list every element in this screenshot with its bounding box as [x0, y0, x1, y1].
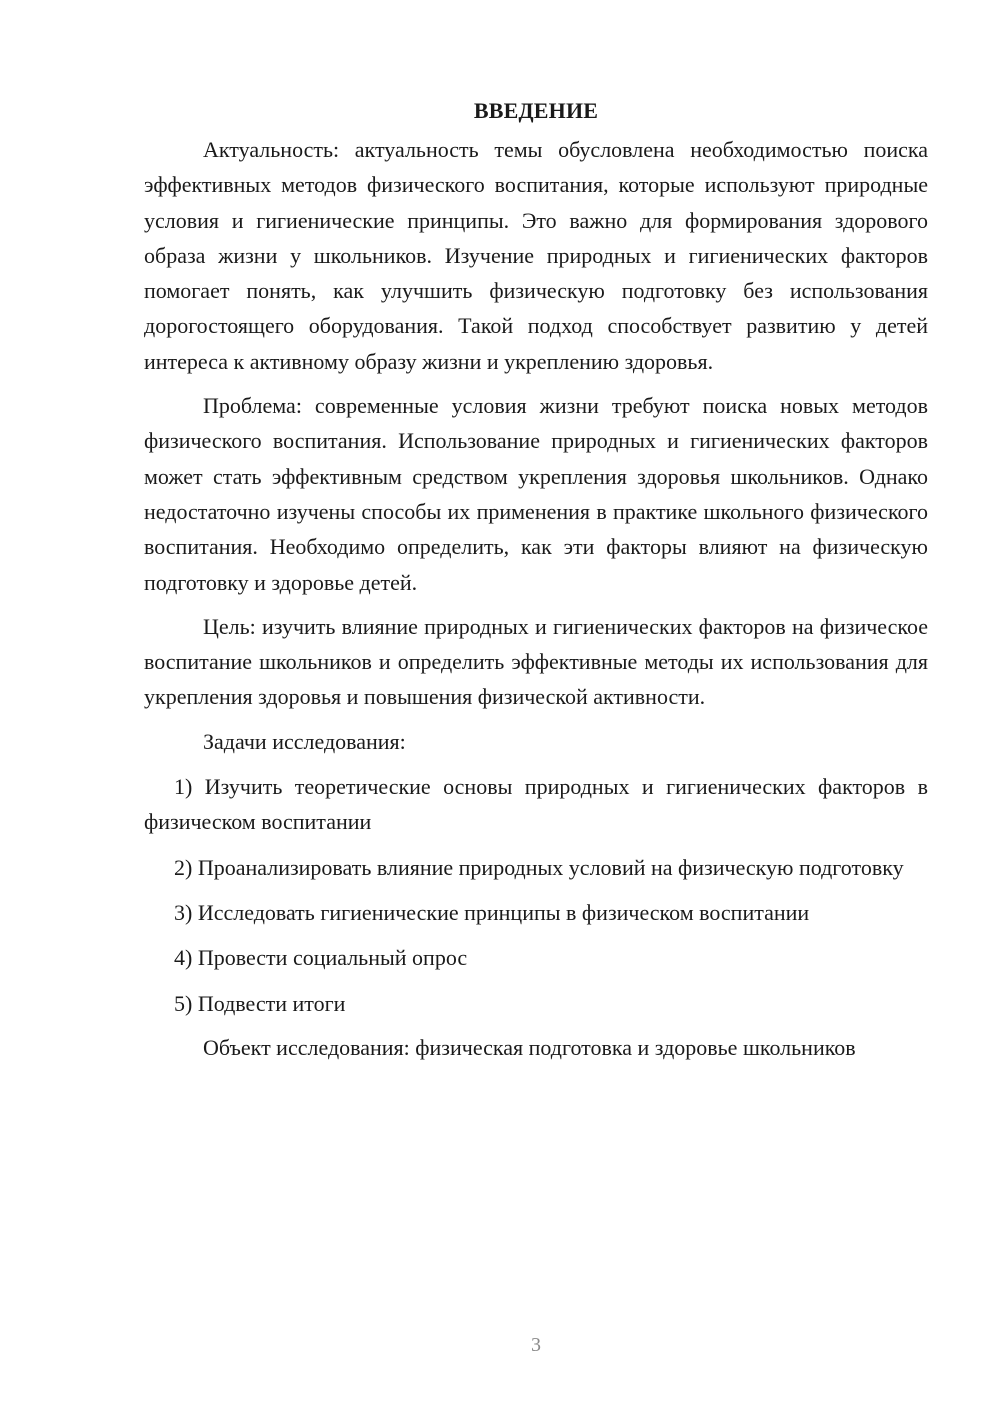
paragraph-object: Объект исследования: физическая подготовка и здоровье школьников	[203, 1034, 856, 1060]
task-item-1: 1) Изучить теоретические основы природных и гигиенических факторов в физическом воспитании	[144, 774, 928, 835]
tasks-title: Задачи исследования:	[203, 728, 406, 754]
page-number: 3	[531, 1334, 541, 1356]
paragraph-relevance: Актуальность: актуальность темы обусловлена необходимостью поиска эффективных методов физического воспитания, которые используют природные условия и гигиенические принципы. Это важно для формирования здорового образа жизни у школьников. Изучение природных и гигиенических факторов помогает понять, как улучшить физическую подготовку без использования дорогостоящего оборудования. Такой подход способствует развитию у детей интереса к активному образу жизни и укреплению здоровья.	[144, 137, 928, 374]
section-heading: ВВЕДЕНИЕ	[473, 98, 599, 123]
task-item-5: 5) Подвести итоги	[174, 990, 346, 1016]
task-item-4: 4) Провести социальный опрос	[174, 945, 468, 971]
page-content	[144, 96, 928, 1065]
paragraph-problem: Проблема: современные условия жизни требуют поиска новых методов физического воспитания. Использование природных и гигиенических факторов может стать эффективным средством укрепления здоровья школьников. Однако недостаточно изучены способы их применения в практике школьного физического воспитания. Необходимо определить, как эти факторы влияют на физическую подготовку и здоровье детей.	[144, 393, 928, 595]
task-item-3: 3) Исследовать гигиенические принципы в физическом воспитании	[174, 899, 810, 925]
task-item-2: 2) Проанализировать влияние природных условий на физическую подготовку	[174, 854, 904, 880]
paragraph-goal: Цель: изучить влияние природных и гигиенических факторов на физическое воспитание школьников и определить эффективные методы их использования для укрепления здоровья и повышения физической активности.	[144, 613, 928, 710]
